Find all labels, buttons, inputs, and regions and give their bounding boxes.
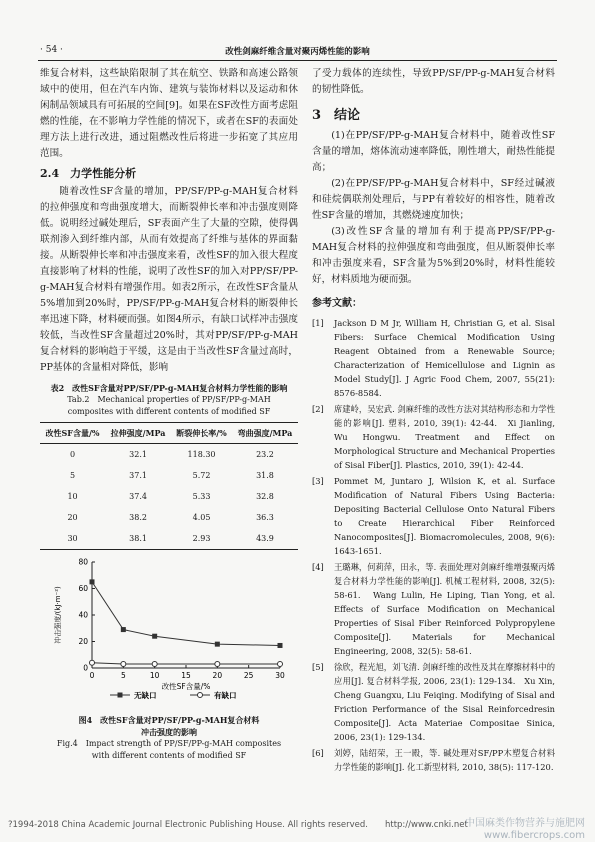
section-heading-2-4: 2.4 力学性能分析 bbox=[40, 167, 137, 180]
page-number: · 54 · bbox=[40, 45, 63, 55]
reference-text: 席建岭，吴宏武. 剑麻纤维的改性方法对其结构形态和力学性能的影响[J]. 塑料, 2010, 39(1): 42-44. Xi Jianling, Wu Hongwu. Treatment and Effect on Morphological Structure and Mechanical Properties of Sisal Fiber[J]. Plastics, 2010, 39(1): 42-44. bbox=[334, 404, 555, 470]
table-row bbox=[40, 444, 298, 466]
table-cell: 37.1 bbox=[129, 470, 147, 480]
reference-item bbox=[312, 746, 555, 774]
paragraph-mechanical: 随着改性SF含量的增加，PP/SF/PP-g-MAH复合材料的拉伸强度和弯曲强度增大，而断裂伸长率和冲击强度则降低。说明经过碱处理后，SF表面产生了大量的空隙，使得偶联剂渗入到纤维内部，从而有效提高了纤维与基体的界面黏接。从断裂伸长率和冲击强度来看，改性SF的加入很大程度直接影响了材料的性能，说明了改性SF的加入对PP/SF/PP-g-MAH复合材料有增强作用。如表2所示，在改性SF含量从5%增加到20%时，PP/SF/PP-g-MAH复合材料的断裂伸长率迅速下降，材料硬而强。如图4所示，有缺口试样冲击强度较低，当改性SF含量超过20%时，其对PP/SF/PP-g-MAH复合材料的影响趋于平缓，这是由于当改性SF含量过高时，PP基体的含量相对降低，影响 bbox=[40, 186, 298, 373]
impact-strength-chart bbox=[40, 556, 298, 712]
table-cell: 38.1 bbox=[105, 528, 171, 550]
data-point-square bbox=[90, 579, 95, 584]
x-tick-label: 5 bbox=[120, 671, 126, 680]
data-point-square bbox=[152, 634, 157, 639]
data-point-square bbox=[215, 642, 220, 647]
copyright-footer: ?1994-2018 China Academic Journal Electronic Publishing House. All rights reserved. http://www.cnki.net bbox=[8, 820, 468, 830]
figure-caption-cn-1: 图4 改性SF含量对PP/SF/PP-g-MAH复合材料 bbox=[78, 715, 260, 725]
reference-number: [5] bbox=[312, 662, 324, 672]
table-row bbox=[40, 465, 298, 486]
left-column bbox=[40, 66, 298, 762]
table-caption-en-2: composites with different contents of modified SF bbox=[67, 407, 271, 416]
table-cell: 36.3 bbox=[256, 512, 274, 522]
paragraph-continued: 维复合材料，这些缺陷限制了其在航空、铁路和高速公路领域中的使用，但在汽车内饰、建筑与装饰材料以及运动和休闲制品领域具有可拓展的空间[9]。如果在SF改性方面考虑阻燃的性能，在不影响力学性能的情况下，或者在SF的表面处理方法上进行改进，通过阻燃改性后将进一步拓宽了其应用范围。 bbox=[40, 68, 298, 159]
figure-caption-cn-2: 冲击强度的影响 bbox=[141, 727, 197, 737]
table-cell: 118.30 bbox=[187, 449, 216, 459]
table-cell: 43.9 bbox=[232, 528, 298, 550]
table-cell: 32.1 bbox=[129, 449, 147, 459]
table-row bbox=[40, 486, 298, 507]
running-title: 改性剑麻纤维含量对聚丙烯性能的影响 bbox=[225, 47, 370, 57]
table-cell: 5 bbox=[69, 470, 76, 480]
figure-caption bbox=[40, 714, 298, 762]
y-tick-label: 80 bbox=[78, 557, 88, 567]
reference-number: [4] bbox=[312, 562, 324, 572]
data-point-circle bbox=[152, 662, 157, 667]
table-cell: 5.33 bbox=[192, 491, 211, 501]
mechanical-properties-table bbox=[40, 422, 298, 550]
right-column bbox=[312, 66, 555, 776]
reference-text: Jackson D M Jr, William H, Christian G, et al. Sisal Fibers: Surface Chemical Modification Using Reagent Obtained from a Renewable Source; Characterization of Hemicellulose and Lignin as Model Study[J]. J Agric Food Chem, 2007, 55(21): 8576-8584. bbox=[334, 318, 555, 398]
table-cell: 0 bbox=[69, 449, 76, 459]
reference-item bbox=[312, 402, 555, 472]
reference-item bbox=[312, 560, 555, 658]
data-point-square bbox=[121, 627, 126, 632]
y-tick-label: 60 bbox=[78, 584, 88, 593]
series-line bbox=[92, 582, 280, 646]
reference-text: 刘婷，陆绍荣，王一殿，等. 碱处理对SF/PP木塑复合材料力学性能的影响[J]. 化工新型材料, 2010, 38(5): 117-120. bbox=[334, 748, 555, 772]
data-point-circle bbox=[121, 662, 126, 667]
reference-item bbox=[312, 660, 555, 744]
legend-marker-square bbox=[118, 693, 123, 698]
y-tick-label: 20 bbox=[78, 637, 88, 646]
data-point-square bbox=[278, 643, 283, 648]
table-header-cell: 断裂伸长率/% bbox=[171, 423, 232, 444]
legend-label: 无缺口 bbox=[134, 691, 157, 700]
y-tick-label: 40 bbox=[78, 610, 88, 620]
x-tick-label: 25 bbox=[243, 671, 254, 680]
legend-label: 有缺口 bbox=[214, 691, 237, 700]
table-header-cell: 拉伸强度/MPa bbox=[105, 423, 171, 444]
table-cell: 30 bbox=[40, 528, 105, 550]
header-rule bbox=[38, 60, 557, 61]
reference-item bbox=[312, 474, 555, 558]
table-cell: 38.2 bbox=[129, 512, 147, 522]
x-axis-label: 改性SF含量/% bbox=[161, 682, 211, 691]
reference-text: 徐欣，程光旭，刘飞清. 剑麻纤维的改性及其在摩擦材料中的应用[J]. 复合材料学报, 2006, 23(1): 129-134. Xu Xin, Cheng Guangxu, Liu Feiqing. Modifying of Sisal and Friction Performance of the Sisal Reinforcedresin Composite[J]. Acta Materiae Compositae Sinica, 2006, 23(1): 129-134. bbox=[334, 662, 555, 742]
table-header-cell: 改性SF含量/% bbox=[40, 423, 105, 444]
series-line bbox=[92, 663, 280, 664]
y-tick-label: 0 bbox=[83, 663, 88, 673]
figure-caption-en-1: Fig.4 Impact strength of PP/SF/PP-g-MAH composites bbox=[56, 739, 282, 748]
table-row bbox=[40, 528, 298, 550]
data-point-circle bbox=[278, 662, 283, 667]
table-cell: 4.05 bbox=[192, 512, 211, 522]
x-tick-label: 10 bbox=[149, 671, 160, 680]
reference-item bbox=[312, 316, 555, 400]
table-caption-cn: 表2 改性SF含量对PP/SF/PP-g-MAH复合材料力学性能的影响 bbox=[50, 383, 288, 393]
table-caption bbox=[40, 382, 298, 418]
table-cell: 37.4 bbox=[129, 491, 147, 501]
reference-text: Pommet M, Juntaro J, Wilsion K, et al. Surface Modification of Natural Fibers Using Bacteria: Depositing Bacterial Cellulose Onto Natural Fibers to Create Hierarchical Fiber Reinforced Nanocomposites[J]. Biomacromolecules, 2008, 9(6): 1643-1651. bbox=[334, 476, 555, 556]
conclusion-item-1: (1)在PP/SF/PP-g-MAH复合材料中，随着改性SF含量的增加，熔体流动速率降低，刚性增大，耐热性能提高； bbox=[312, 130, 555, 173]
x-tick-label: 0 bbox=[89, 671, 95, 680]
figure-caption-en-2: with different contents of modified SF bbox=[91, 751, 247, 760]
table-header-cell: 弯曲强度/MPa bbox=[232, 423, 298, 444]
table-cell: 23.2 bbox=[256, 449, 274, 459]
data-point-circle bbox=[215, 662, 220, 667]
watermark-line-2: www.fibercrops.com bbox=[483, 830, 585, 841]
table-cell: 20 bbox=[67, 512, 78, 522]
data-point-circle bbox=[90, 660, 95, 665]
conclusion-item-3: (3)改性SF含量的增加有利于提高PP/SF/PP-g-MAH复合材料的拉伸强度和弯曲强度，但从断裂伸长率和冲击强度来看，SF含量为5%到20%时，材料性能较好，材料质地为硬而强。 bbox=[312, 226, 555, 285]
reference-text: 王璐琳，何莉萍，田永，等. 表面处理对剑麻纤维增强聚丙烯复合材料力学性能的影响[J]. 机械工程材料, 2008, 32(5): 58-61. Wang Lulin, He Liping, Tian Yong, et al. Effects of Surface Modification on Mechanical Properties of Sisal Fiber Reinforced Polypropylene Composite[J]. Materials for Mechanical Engineering, 2008, 32(5): 58-61. bbox=[334, 562, 555, 656]
watermark-line-1: 中国麻类作物营养与施肥网 bbox=[465, 818, 585, 829]
table-caption-en-1: Tab.2 Mechanical properties of PP/SF/PP-g-MAH bbox=[67, 395, 271, 404]
table-header-row bbox=[40, 423, 298, 444]
reference-list bbox=[312, 316, 555, 774]
table-cell: 2.93 bbox=[171, 528, 232, 550]
x-tick-label: 15 bbox=[181, 671, 191, 680]
table-cell: 32.8 bbox=[256, 491, 274, 501]
impact-strength-chart-svg bbox=[40, 556, 298, 706]
table-row bbox=[40, 507, 298, 528]
conclusion-item-2: (2)在PP/SF/PP-g-MAH复合材料中，SF经过碱液和硅烷偶联剂处理后，与PP有着较好的相容性，随着改性SF含量的增加，其燃烧速度加快； bbox=[312, 178, 555, 221]
reference-number: [6] bbox=[312, 748, 324, 758]
x-tick-label: 20 bbox=[212, 671, 223, 680]
references-heading: 参考文献： bbox=[312, 298, 362, 309]
reference-number: [3] bbox=[312, 476, 324, 486]
table-cell: 5.72 bbox=[192, 470, 211, 480]
legend-marker-circle bbox=[198, 693, 203, 698]
reference-number: [1] bbox=[312, 318, 324, 328]
reference-number: [2] bbox=[312, 404, 324, 414]
section-heading-conclusion: 3 结论 bbox=[312, 108, 361, 123]
paragraph-continued-right: 了受力载体的连续性，导致PP/SF/PP-g-MAH复合材料的韧性降低。 bbox=[312, 68, 555, 95]
table-cell: 10 bbox=[67, 491, 78, 501]
watermark bbox=[465, 818, 585, 842]
y-axis-label: 冲击强度/(kJ·m⁻²) bbox=[54, 586, 62, 644]
x-tick-label: 30 bbox=[275, 671, 285, 680]
table-cell: 31.8 bbox=[256, 470, 274, 480]
